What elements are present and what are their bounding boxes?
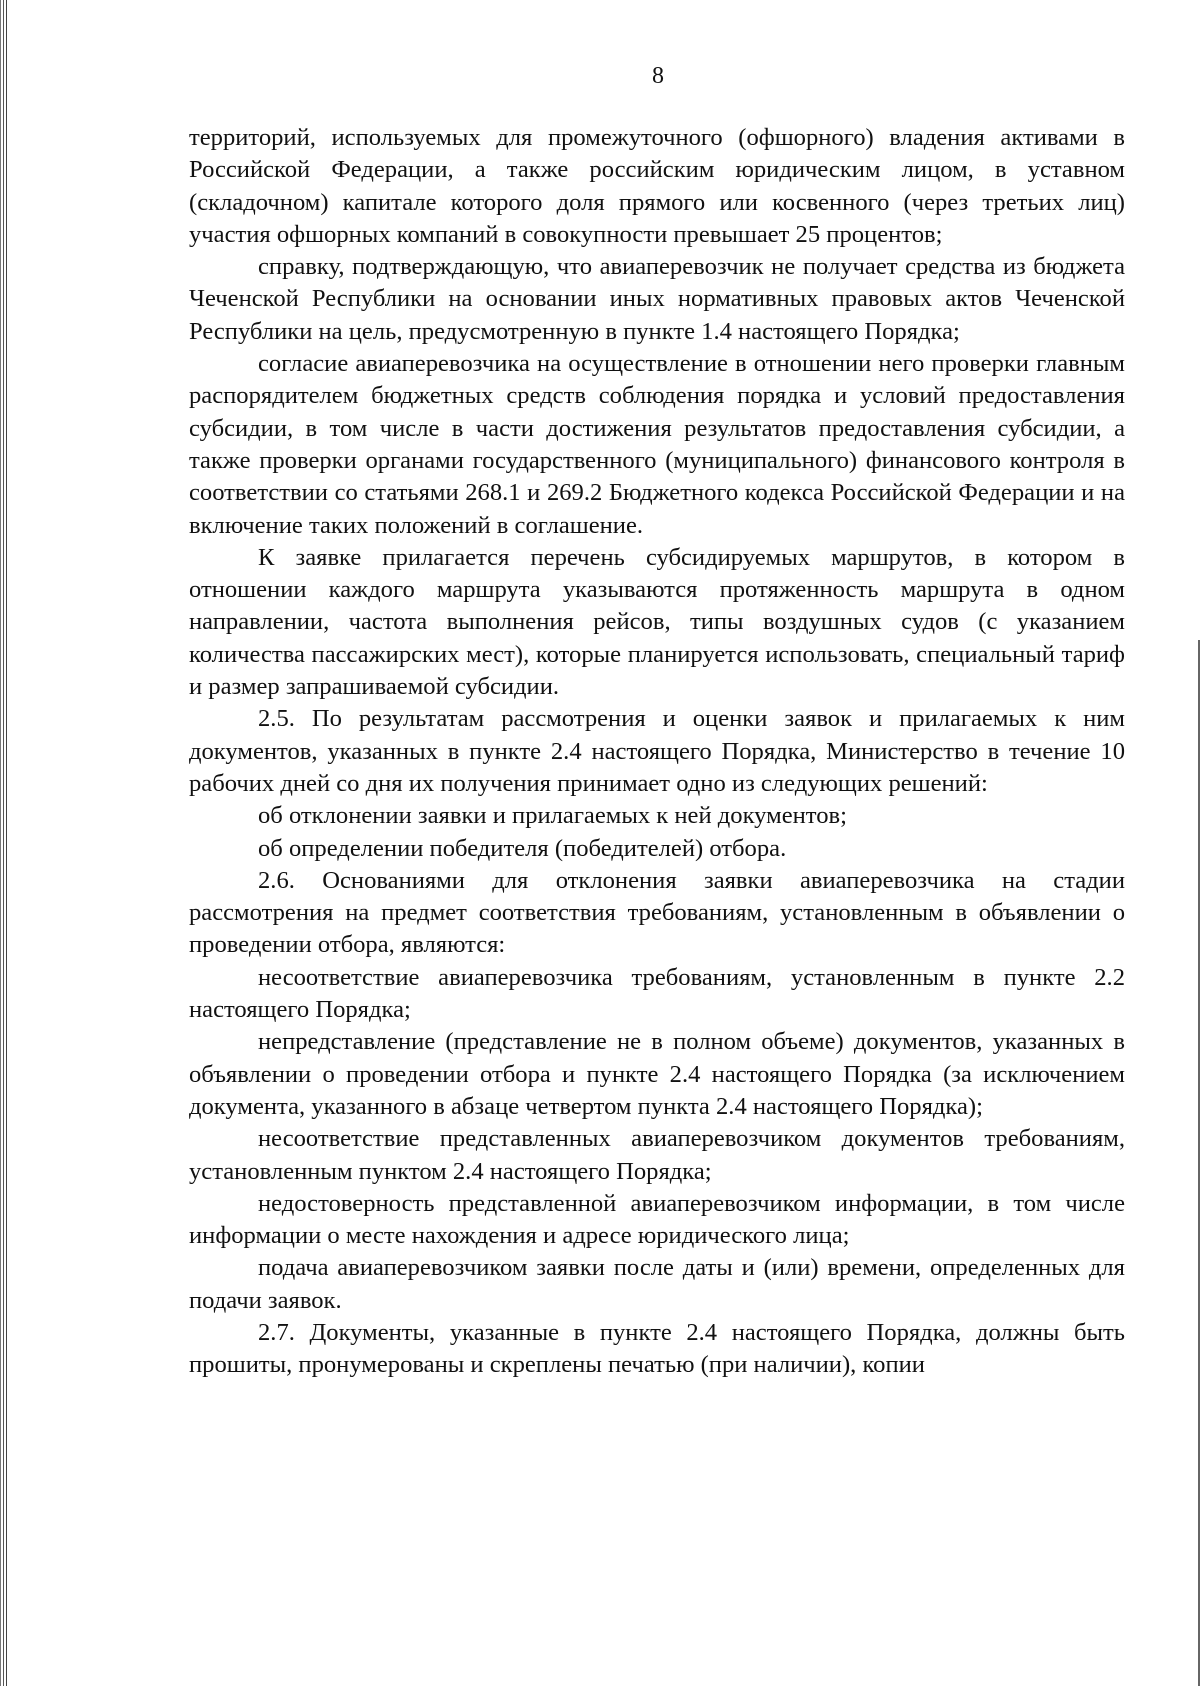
- paragraph-8: 2.6. Основаниями для отклонения заявки авиаперевозчика на стадии рассмотрения на предмет соответствия требованиям, установленным в объявлении о проведении отбора, являются:: [189, 866, 1125, 959]
- document-body: [189, 122, 1125, 1382]
- paragraph-12: недостоверность представленной авиаперевозчиком информации, в том числе информации о месте нахождения и адресе юридического лица;: [189, 1189, 1125, 1250]
- paragraph-1: территорий, используемых для промежуточного (офшорного) владения активами в Российской Федерации, а также российским юридическим лицом, в уставном (складочном) капитале которого доля прямого или косвенного (через третьих лиц) участия офшорных компаний в совокупности превышает 25 процентов;: [189, 124, 1125, 248]
- paragraph-11: несоответствие представленных авиаперевозчиком документов требованиям, установленным пунктом 2.4 настоящего Порядка;: [189, 1125, 1125, 1185]
- paragraph-10: непредставление (представление не в полном объеме) документов, указанных в объявлении о проведении отбора и пункте 2.4 настоящего Порядка (за исключением документа, указанного в абзаце четвертом пункта 2.4 настоящего Порядка);: [189, 1028, 1125, 1120]
- paragraph-14: 2.7. Документы, указанные в пункте 2.4 настоящего Порядка, должны быть прошиты, пронумерованы и скреплены печатью (при наличии), копии: [189, 1318, 1125, 1379]
- paragraph-5: 2.5. По результатам рассмотрения и оценки заявок и прилагаемых к ним документов, указанных в пункте 2.4 настоящего Порядка, Министерство в течение 10 рабочих дней со дня их получения принимает одно из следующих решений:: [189, 705, 1125, 797]
- paragraph-7: об определении победителя (победителей) отбора.: [258, 834, 787, 862]
- scan-edge-left: [0, 0, 7, 1686]
- paragraph-4: К заявке прилагается перечень субсидируемых маршрутов, в котором в отношении каждого маршрута указываются протяженность маршрута в одном направлении, частота выполнения рейсов, типы воздушных судов (с указанием количества пассажирских мест), которые планируется использовать, специальный тариф и размер запрашиваемой субсидии.: [189, 543, 1125, 701]
- paragraph-3: согласие авиаперевозчика на осуществление в отношении него проверки главным распорядителем бюджетных средств соблюдения порядка и условий предоставления субсидии, в том числе в части достижения результатов предоставления субсидии, а также проверки органами государственного (муниципального) финансового контроля в соответствии со статьями 268.1 и 269.2 Бюджетного кодекса Российской Федерации и на включение таких положений в соглашение.: [189, 350, 1125, 539]
- paragraph-6: об отклонении заявки и прилагаемых к ней документов;: [258, 802, 847, 830]
- paragraph-2: справку, подтверждающую, что авиаперевозчик не получает средства из бюджета Чеченской Республики на основании иных нормативных правовых актов Чеченской Республики на цель, предусмотренную в пункте 1.4 настоящего Порядка;: [189, 253, 1125, 345]
- page-number: 8: [652, 63, 664, 89]
- paragraph-9: несоответствие авиаперевозчика требованиям, установленным в пункте 2.2 настоящего Порядка;: [189, 963, 1125, 1024]
- paragraph-13: подача авиаперевозчиком заявки после даты и (или) времени, определенных для подачи заявок.: [189, 1254, 1125, 1314]
